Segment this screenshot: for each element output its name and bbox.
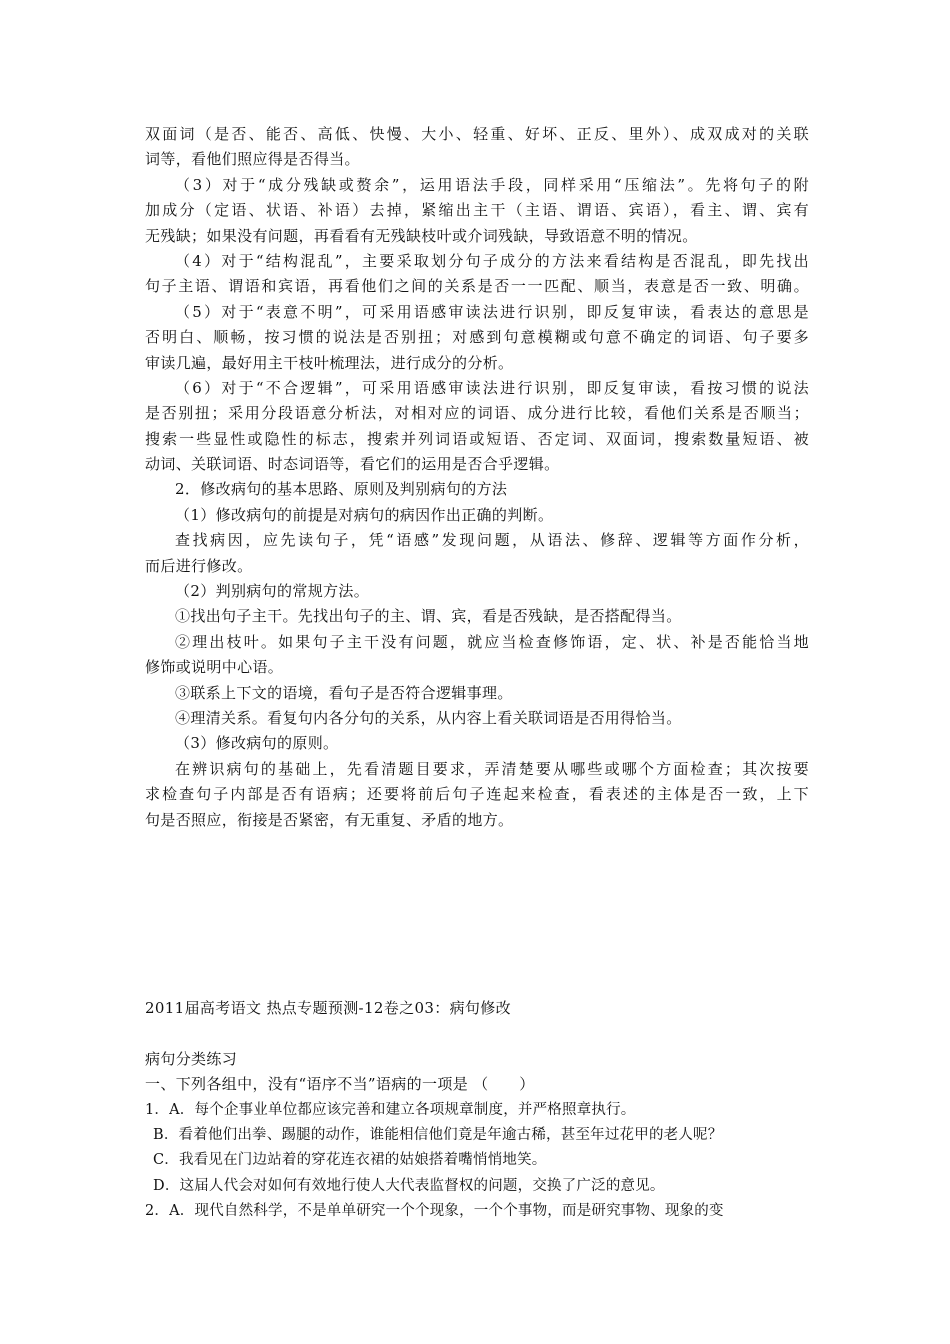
question-option: C．我看见在门边站着的穿花连衣裙的姑娘搭着嘴悄悄地笑。 — [153, 1152, 547, 1169]
question-option: B．看着他们出拳、踢腿的动作，谁能相信他们竟是年逾古稀，甚至年过花甲的老人呢？ — [153, 1126, 723, 1143]
text-line: 加成分（定语、状语、补语）去掉，紧缩出主干（主语、谓语、宾语），看主、谓、宾有 — [145, 201, 809, 220]
blank-line — [145, 1021, 809, 1046]
text-line: 双面词（是否、能否、高低、快慢、大小、轻重、好坏、正反、里外）、成双成对的关联 — [145, 125, 809, 143]
text-line: （4）对于“结构混乱”，主要采取划分句子成分的方法来看结构是否混乱，即先找出 — [175, 251, 809, 270]
text-line: 求检查句子内部是否有语病；还要将前后句子连起来检查，看表述的主体是否一致，上下 — [145, 785, 809, 804]
text-line: （3）对于“成分残缺或赘余”，运用语法手段，同样采用“压缩法”。先将句子的附 — [175, 175, 809, 194]
question-option: 1．A．每个企事业单位都应该完善和建立各项规章制度，并严格照章执行。 — [145, 1101, 636, 1118]
text-line: 无残缺；如果没有问题，再看看有无残缺枝叶或介词残缺，导致语意不明的情况。 — [145, 226, 698, 245]
text-line: （5）对于“表意不明”，可采用语感审读法进行识别，即反复审读，看表达的意思是 — [175, 302, 809, 321]
text-line: 而后进行修改。 — [145, 556, 253, 575]
section-title: 病句分类练习 — [145, 1049, 238, 1068]
text-line: ②理出枝叶。如果句子主干没有问题，就应当检查修饰语，定、状、补是否能恰当地 — [175, 632, 809, 651]
text-line: 在辨识病句的基础上，先看清题目要求，弄清楚要从哪些或哪个方面检查；其次按要 — [175, 759, 809, 778]
question-intro: 一、下列各组中，没有“语序不当”语病的一项是 （ ） — [145, 1075, 535, 1094]
question-option: D．这届人代会对如何有效地行使人大代表监督权的问题，交换了广泛的意见。 — [153, 1177, 665, 1194]
text-line: （1）修改病句的前提是对病句的病因作出正确的判断。 — [175, 505, 554, 524]
text-line: （2）判别病句的常规方法。 — [175, 582, 370, 601]
text-line: 搜索一些显性或隐性的标志，搜索并列词语或短语、否定词、双面词，搜索数量短语、被 — [145, 429, 809, 448]
text-line: ③联系上下文的语境，看句子是否符合逻辑事理。 — [175, 683, 513, 702]
lower-text-block — [145, 996, 809, 1225]
text-line: 词等，看他们照应得是否得当。 — [145, 150, 360, 169]
question-option: 2．A．现代自然科学，不是单单研究一个个现象，一个个事物，而是研究事物、现象的变 — [145, 1203, 724, 1220]
text-line: ④理清关系。看复句内各分句的关系，从内容上看关联词语是否用得恰当。 — [175, 708, 682, 727]
text-line: 是否别扭；采用分段语意分析法，对相对应的词语、成分进行比较，看他们关系是否顺当； — [145, 404, 809, 423]
section-heading: 2．修改病句的基本思路、原则及判别病句的方法 — [175, 480, 508, 499]
text-line: 审读几遍，最好用主干枝叶梳理法，进行成分的分析。 — [145, 353, 514, 372]
upper-text-block — [145, 122, 809, 833]
text-line: （6）对于“不合逻辑”，可采用语感审读法进行识别，即反复审读，看按习惯的说法 — [175, 378, 809, 397]
document-heading: 2011届高考语文 热点专题预测-12卷之03：病句修改 — [145, 999, 511, 1017]
text-line: 动词、关联词语、时态词语等，看它们的运用是否合乎逻辑。 — [145, 455, 560, 474]
text-line: 否明白、顺畅，按习惯的说法是否别扭；对感到句意模糊或句意不确定的词语、句子要多 — [145, 328, 809, 347]
text-line: 句子主语、谓语和宾语，再看他们之间的关系是否一一匹配、顺当，表意是否一致、明确。 — [145, 277, 809, 296]
text-line: （3）修改病句的原则。 — [175, 734, 339, 753]
text-line: 修饰或说明中心语。 — [145, 658, 284, 677]
text-line: 查找病因，应先读句子，凭“语感”发现问题，从语法、修辞、逻辑等方面作分析， — [175, 531, 809, 550]
text-line: 句是否照应，衔接是否紧密，有无重复、矛盾的地方。 — [145, 810, 514, 829]
text-line: ①找出句子主干。先找出句子的主、谓、宾，看是否残缺，是否搭配得当。 — [175, 607, 682, 626]
